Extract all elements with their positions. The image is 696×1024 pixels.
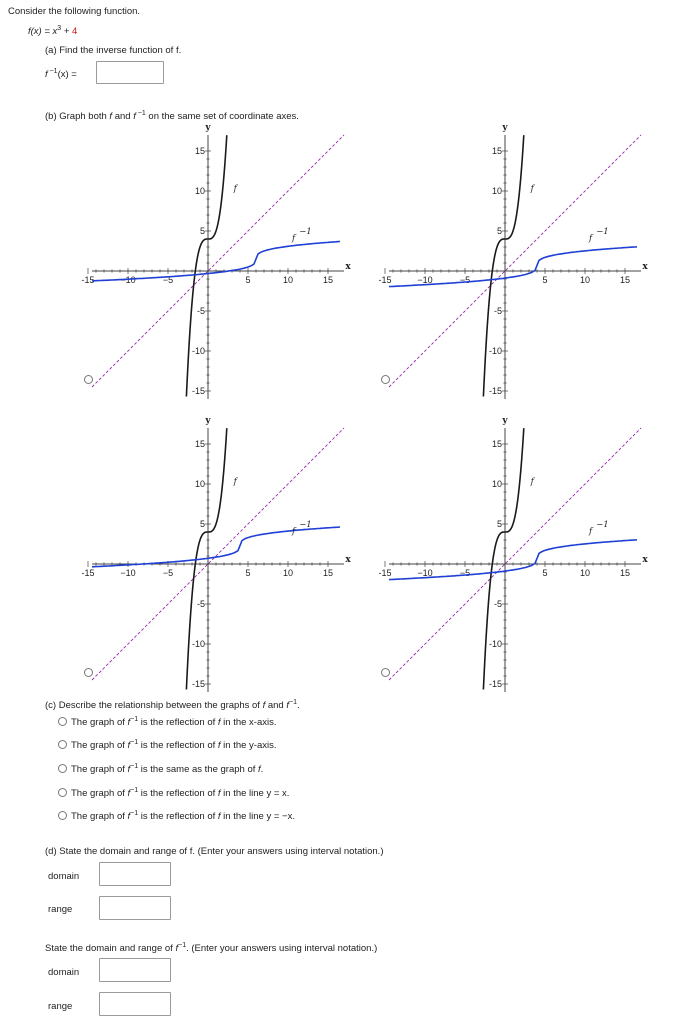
part-c-prompt: (c) Describe the relationship between the graphs of f and $f^{-1}$. [45,699,300,711]
intro-text: Consider the following function. [8,6,141,17]
x-tick-label: −10 [417,275,433,285]
f-label: f [233,477,237,487]
y-axis-label: y [205,416,211,427]
graph-option-4 [378,416,648,689]
f-label: f [233,184,237,194]
domain-f-label: domain [48,871,80,882]
identity-line [389,428,641,680]
y-tick-label: 10 [194,479,205,489]
graph-option-3-svg [81,416,351,689]
relationship-option-3-radio[interactable] [58,764,67,773]
relationship-option-5-radio[interactable] [58,811,67,820]
y-tick-label: -15 [488,386,502,396]
x-tick-label: 10 [282,568,294,578]
range-finv-label: range [48,1001,73,1012]
x-tick-label: 10 [579,568,591,578]
part-a-prompt: (a) Find the inverse function of f. [45,45,182,56]
relationship-option-5-label: The graph of $f^{-1}$ is the reflection of f in the line y = −x. [71,810,295,822]
x-axis-label: x [345,262,351,272]
graph-option-2-svg [378,123,648,396]
y-tick-label: -5 [196,599,205,609]
x-tick-label: 10 [579,275,591,285]
finv-label: f [589,526,593,537]
domain-f-input[interactable] [99,862,171,886]
finv-label-exp: −1 [596,520,609,531]
y-tick-label: -5 [493,599,502,609]
y-tick-label: 15 [194,439,205,449]
y-tick-label: -10 [191,639,205,649]
finv-label: f [292,233,296,244]
relationship-option-4-radio[interactable] [58,788,67,797]
identity-line [389,135,641,387]
y-axis-label: y [205,123,211,134]
range-finv-input[interactable] [99,992,171,1016]
range-f-label: range [48,904,73,915]
x-tick-label: -15 [378,275,392,285]
y-tick-label: 15 [491,439,502,449]
x-tick-label: −5 [162,275,174,285]
x-tick-label: −5 [459,275,471,285]
x-tick-label: −5 [162,568,174,578]
graph-option-1-svg [81,123,351,396]
y-tick-label: 10 [491,186,502,196]
y-axis-label: y [502,416,508,427]
relationship-option-2-label: The graph of $f^{-1}$ is the reflection of f in the y-axis. [71,739,277,751]
x-axis-label: x [642,555,648,565]
x-tick-label: −10 [417,568,433,578]
x-tick-label: 10 [282,275,294,285]
y-tick-label: 15 [491,146,502,156]
y-tick-label: -5 [493,306,502,316]
finv-label-exp: −1 [299,227,312,238]
y-tick-label: 5 [199,519,205,529]
y-tick-label: 5 [496,519,502,529]
x-tick-label: -15 [81,568,95,578]
graph-option-1 [81,123,351,396]
graph-option-4-svg [378,416,648,689]
x-tick-label: 15 [322,275,334,285]
x-tick-label: 5 [542,275,548,285]
y-tick-label: -15 [488,679,502,689]
domain-finv-label: domain [48,967,80,978]
graph-option-3 [81,416,351,689]
inverse-label: f $^{-1}$(x) = [45,68,77,80]
x-axis-label: x [345,555,351,565]
part-b-prompt: (b) Graph both f and f $^{-1}$ on the same set of coordinate axes. [45,110,299,122]
y-tick-label: 15 [194,146,205,156]
finv-curve [92,527,340,567]
graph-option-2 [378,123,648,396]
x-tick-label: -15 [378,568,392,578]
part-d-prompt-2: State the domain and range of $f^{-1}$. (Enter your answers using interval notation.) [45,942,378,954]
f-curve [483,428,523,689]
function-definition: $f(x) = x^3 + 4$ [28,25,78,37]
y-tick-label: -5 [196,306,205,316]
y-tick-label: -15 [191,386,205,396]
f-curve [483,135,523,396]
f-label: f [530,477,534,487]
finv-label-exp: −1 [299,520,312,531]
x-tick-label: 15 [619,275,631,285]
part-d-prompt: (d) State the domain and range of f. (Enter your answers using interval notation.) [45,846,384,857]
range-f-input[interactable] [99,896,171,920]
y-tick-label: 10 [491,479,502,489]
finv-label: f [292,526,296,537]
identity-line [92,428,344,680]
y-tick-label: -10 [488,639,502,649]
y-tick-label: -10 [488,346,502,356]
y-tick-label: 5 [496,226,502,236]
x-tick-label: −5 [459,568,471,578]
inverse-answer-input[interactable] [96,61,164,84]
x-tick-label: −10 [120,568,136,578]
x-tick-label: 15 [322,568,334,578]
finv-label: f [589,233,593,244]
y-tick-label: -15 [191,679,205,689]
relationship-option-1-label: The graph of $f^{-1}$ is the reflection of f in the x-axis. [71,716,277,728]
f-curve [186,135,226,396]
relationship-option-1-radio[interactable] [58,717,67,726]
y-tick-label: -10 [191,346,205,356]
y-tick-label: 5 [199,226,205,236]
x-tick-label: 15 [619,568,631,578]
relationship-option-4-label: The graph of $f^{-1}$ is the reflection of f in the line y = x. [71,787,290,799]
relationship-option-2-radio[interactable] [58,740,67,749]
identity-line [92,135,344,387]
x-axis-label: x [642,262,648,272]
f-label: f [530,184,534,194]
x-tick-label: -15 [81,275,95,285]
domain-finv-input[interactable] [99,958,171,982]
y-tick-label: 10 [194,186,205,196]
finv-label-exp: −1 [596,227,609,238]
relationship-option-3-label: The graph of $f^{-1}$ is the same as the graph of f. [71,763,264,775]
x-tick-label: −10 [120,275,136,285]
x-tick-label: 5 [245,275,251,285]
y-axis-label: y [502,123,508,134]
x-tick-label: 5 [245,568,251,578]
x-tick-label: 5 [542,568,548,578]
